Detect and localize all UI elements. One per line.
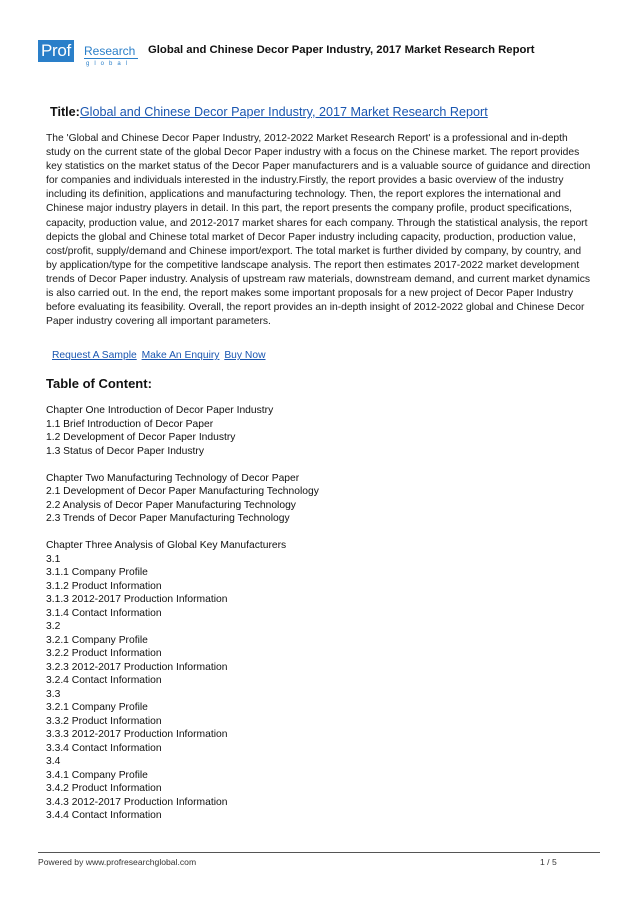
toc-item: 3.1.2 Product Information: [46, 580, 162, 592]
toc-item: 3.2.2 Product Information: [46, 648, 162, 659]
logo-research-text: Research: [84, 44, 136, 58]
logo-global-text: global: [86, 61, 133, 67]
table-of-contents: [46, 404, 594, 823]
header-title: Global and Chinese Decor Paper Industry, 2017 Market Research Report: [148, 44, 535, 56]
buy-now-link[interactable]: Buy Now: [224, 350, 266, 361]
toc-item: 3.4.2 Product Information: [46, 783, 162, 794]
profresearch-logo: [38, 38, 138, 72]
toc-item: 3.2.4 Contact Information: [46, 675, 162, 686]
toc-item: 3.3.2 Product Information: [46, 715, 162, 727]
toc-item: 2.2 Analysis of Decor Paper Manufacturing Technology: [46, 499, 296, 511]
title-label: Title:: [50, 105, 80, 119]
toc-item: Chapter Two Manufacturing Technology of Decor Paper: [46, 472, 300, 484]
footer-page-number: 1 / 5: [540, 857, 557, 867]
toc-item: 3.4: [46, 756, 61, 767]
action-links: [52, 350, 268, 361]
toc-item: 1.2 Development of Decor Paper Industry: [46, 432, 236, 443]
toc-item: 3.3.4 Contact Information: [46, 742, 162, 754]
toc-item: 3.4.1 Company Profile: [46, 769, 148, 781]
toc-item: 3.1.3 2012-2017 Production Information: [46, 594, 228, 605]
toc-item: 2.3 Trends of Decor Paper Manufacturing Technology: [46, 513, 290, 524]
logo-prof-text: Prof: [38, 40, 74, 62]
logo-divider: [84, 58, 138, 59]
toc-item: 1.3 Status of Decor Paper Industry: [46, 445, 204, 457]
toc-item: 3.2: [46, 621, 61, 632]
toc-item: 3.2.3 2012-2017 Production Information: [46, 661, 228, 673]
report-title-row: [50, 105, 488, 119]
page-header: [38, 38, 600, 74]
footer-powered-by: Powered by www.profresearchglobal.com: [38, 857, 197, 867]
toc-item: 2.1 Development of Decor Paper Manufacturing Technology: [46, 486, 319, 497]
make-enquiry-link[interactable]: Make An Enquiry: [141, 350, 220, 361]
toc-item: 3.4.4 Contact Information: [46, 810, 162, 821]
toc-heading: Table of Content:: [46, 376, 152, 391]
toc-item: Chapter Three Analysis of Global Key Manufacturers: [46, 540, 287, 551]
request-sample-link[interactable]: Request A Sample: [52, 350, 137, 361]
toc-item: 1.1 Brief Introduction of Decor Paper: [46, 418, 214, 430]
toc-item: 3.2.1 Company Profile: [46, 634, 148, 646]
toc-item: 3.1: [46, 553, 61, 565]
toc-item: 3.3: [46, 688, 61, 700]
report-title-link[interactable]: Global and Chinese Decor Paper Industry, 2017 Market Research Report: [79, 105, 488, 119]
toc-item: 3.1.4 Contact Information: [46, 607, 162, 619]
toc-item: 3.2.1 Company Profile: [46, 702, 148, 713]
report-abstract: The 'Global and Chinese Decor Paper Industry, 2012-2022 Market Research Report' is a professional and in-depth study on the current state of the global Decor Paper industry with a focus on the Chinese market. The report provides key statistics on the market status of the Decor Paper manufacturers and is a valuable source of guidance and direction for companies and individuals interested in the industry.Firstly, the report provides a basic overview of the industry including its definition, applications and manufacturing technology. Then, the report explores the international and Chinese major industry players in detail. In this part, the report presents the company profile, product specifications, capacity, production value, and 2012-2017 market shares for each company. Through the statistical analysis, the report depicts the global and Chinese total market of Decor Paper industry including capacity, production, production value, cost/profit, supply/demand and Chinese import/export. The total market is further divided by company, by country, and by application/type for the competitive landscape analysis. The report then estimates 2017-2022 market development trends of Decor Paper industry. Analysis of upstream raw materials, downstream demand, and current market dynamics is also carried out. In the end, the report makes some important proposals for a new project of Decor Paper Industry before evaluating its feasibility. Overall, the report provides an in-depth insight of 2012-2022 global and Chinese Decor Paper industry covering all important parameters.: [46, 133, 591, 328]
toc-item: 3.4.3 2012-2017 Production Information: [46, 796, 228, 808]
toc-item: Chapter One Introduction of Decor Paper Industry: [46, 405, 274, 416]
toc-item: 3.1.1 Company Profile: [46, 567, 148, 578]
toc-item: 3.3.3 2012-2017 Production Information: [46, 729, 228, 740]
footer-divider: [38, 852, 600, 853]
